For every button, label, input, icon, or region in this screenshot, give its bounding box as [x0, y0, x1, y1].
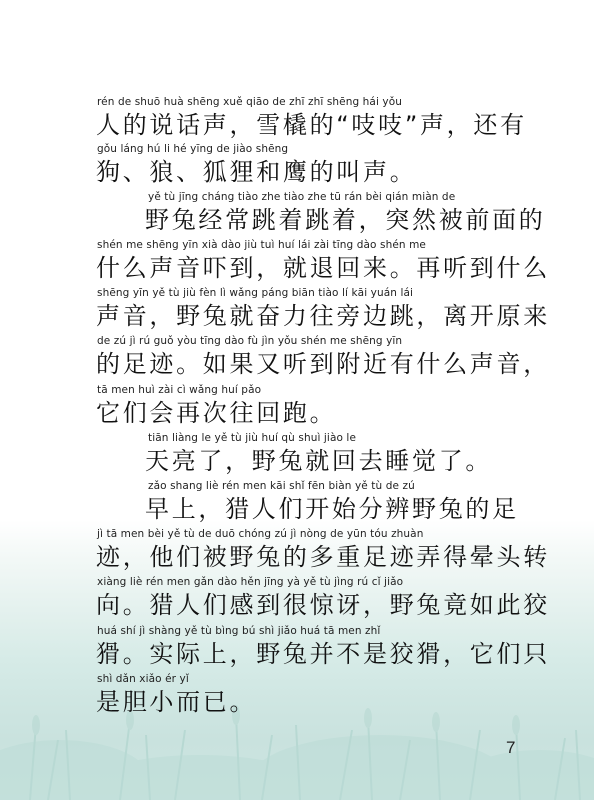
pinyin-line: rén de shuō huà shēng xuě qiāo de zhī zhī shēng hái yǒu [97, 96, 402, 108]
text-line [0, 625, 594, 673]
pinyin-line: shì dǎn xiǎo ér yǐ [97, 673, 189, 685]
hanzi-line: 向。猎人们感到很惊讶，野兔竟如此狡 [96, 591, 550, 619]
hanzi-line: 是胆小而已。 [96, 688, 257, 716]
hanzi-line: 狗、狼、狐狸和鹰的叫声。 [96, 158, 417, 186]
text-line [0, 480, 594, 528]
pinyin-line: de zú jì rú guǒ yòu tīng dào fù jìn yǒu shén me shēng yīn [97, 335, 403, 347]
hanzi-line: 声音，野兔就奋力往旁边跳，离开原来 [96, 302, 550, 330]
hanzi-line: 迹，他们被野兔的多重足迹弄得晕头转 [96, 543, 550, 571]
pinyin-line: xiàng liè rén men gǎn dào hěn jīng yà yě tù jìng rú cǐ jiǎo [97, 576, 404, 588]
text-line [0, 432, 594, 480]
pinyin-line: gǒu láng hú li hé yīng de jiào shēng [97, 143, 289, 155]
pinyin-line: shēng yīn yě tù jiù fèn lì wǎng páng biān tiào lí kāi yuán lái [97, 287, 414, 299]
hanzi-line: 猾。实际上，野兔并不是狡猾，它们只 [96, 640, 550, 668]
hanzi-line: 天亮了，野兔就回去睡觉了。 [145, 447, 493, 475]
text-line [0, 143, 594, 191]
pinyin-line: huá shí jì shàng yě tù bìng bú shì jiǎo huá tā men zhǐ [97, 625, 381, 637]
hanzi-line: 它们会再次往回跑。 [96, 399, 337, 427]
text-line [0, 287, 594, 335]
text-line [0, 335, 594, 383]
hanzi-line: 早上，猎人们开始分辨野兔的足 [145, 495, 519, 523]
text-line [0, 239, 594, 287]
hanzi-line: 人的说话声，雪橇的“吱吱”声，还有 [96, 111, 527, 139]
hanzi-line: 什么声音吓到，就退回来。再听到什么 [96, 254, 550, 282]
page-number: 7 [506, 738, 516, 757]
pinyin-line: tiān liàng le yě tù jiù huí qù shuì jiào le [148, 432, 357, 444]
pinyin-line: shén me shēng yīn xià dào jiù tuì huí lái zài tīng dào shén me [97, 239, 426, 251]
pinyin-line: yě tù jīng cháng tiào zhe tiào zhe tū rán bèi qián miàn de [148, 191, 456, 203]
hanzi-line: 野兔经常跳着跳着，突然被前面的 [145, 206, 546, 234]
text-line [0, 528, 594, 576]
hanzi-line: 的足迹。如果又听到附近有什么声音， [96, 350, 550, 378]
text-line [0, 673, 594, 721]
text-line [0, 191, 594, 239]
text-line [0, 384, 594, 432]
text-line [0, 576, 594, 624]
pinyin-line: zǎo shang liè rén men kāi shǐ fēn biàn yě tù de zú [148, 480, 415, 492]
pinyin-line: tā men huì zài cì wǎng huí pǎo [97, 384, 262, 396]
text-line [0, 96, 594, 144]
pinyin-line: jì tā men bèi yě tù de duō chóng zú jì nòng de yūn tóu zhuàn [97, 528, 424, 540]
